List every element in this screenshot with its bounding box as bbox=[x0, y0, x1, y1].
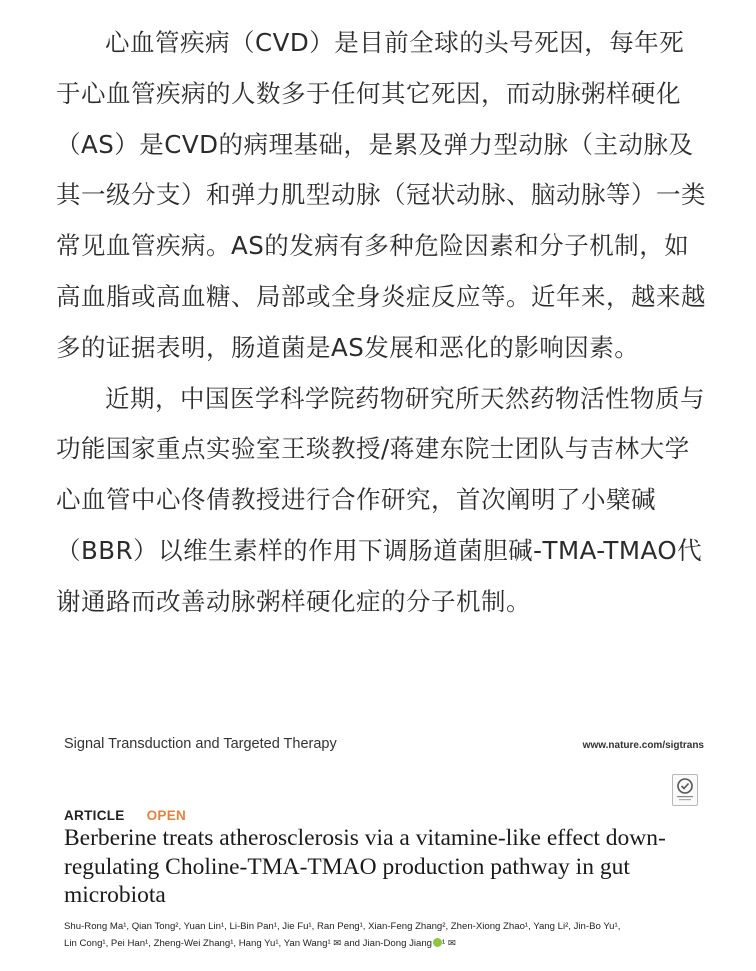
research-paragraph: 近期，中国医学科学院药物研究所天然药物活性物质与功能国家重点实验室王琰教授/蒋建东院士团队与吉林大学心血管中心佟倩教授进行合作研究，首次阐明了小檗碱（BBR）以维生素样的作用下调肠道菌胆碱-TMA-TMAO代谢通路而改善动脉粥样硬化症的分子机制。 bbox=[56, 383, 705, 616]
article-tags bbox=[64, 805, 186, 823]
journal-name: Signal Transduction and Targeted Therapy bbox=[64, 736, 337, 752]
intro-paragraph: 心血管疾病（CVD）是目前全球的头号死因，每年死于心血管疾病的人数多于任何其它死因，而动脉粥样硬化（AS）是CVD的病理基础，是累及弹力型动脉（主动脉及其一级分支）和弹力肌型动脉（冠状动脉、脑动脉等）一类常见血管疾病。AS的发病有多种危险因素和分子机制，如高血脂或高血糖、局部或全身炎症反应等。近年来，越来越多的证据表明，肠道菌是AS发展和恶化的影响因素。 bbox=[56, 28, 706, 362]
open-access-label: OPEN bbox=[146, 808, 187, 823]
journal-url[interactable]: www.nature.com/sigtrans bbox=[582, 740, 704, 751]
author-list bbox=[64, 918, 704, 952]
authors-line-2: Lin Cong¹, Pei Han¹, Zheng-Wei Zhang¹, Hang Yu¹, Yan Wang¹ ✉ and Jian-Dong Jiang bbox=[64, 938, 433, 949]
journal-header bbox=[64, 736, 704, 758]
article-type-label: ARTICLE bbox=[64, 808, 125, 823]
paper-screenshot bbox=[64, 728, 704, 964]
authors-line-1: Shu-Rong Ma¹, Qian Tong², Yuan Lin¹, Li-Bin Pan¹, Jie Fu¹, Ran Peng¹, Xian-Feng Zhang², Zhen-Xiong Zhao¹, Yang Li², Jin-Bo Yu¹, bbox=[64, 921, 621, 932]
check-for-updates-icon[interactable] bbox=[672, 774, 698, 806]
orcid-icon[interactable] bbox=[433, 938, 442, 947]
last-author-suffix: ¹ ✉ bbox=[442, 938, 456, 949]
article-body bbox=[56, 18, 708, 628]
paper-title[interactable]: Berberine treats atherosclerosis via a vitamine-like effect down-regulating Choline-TMA-TMAO production pathway in gut microbiota bbox=[64, 825, 666, 908]
